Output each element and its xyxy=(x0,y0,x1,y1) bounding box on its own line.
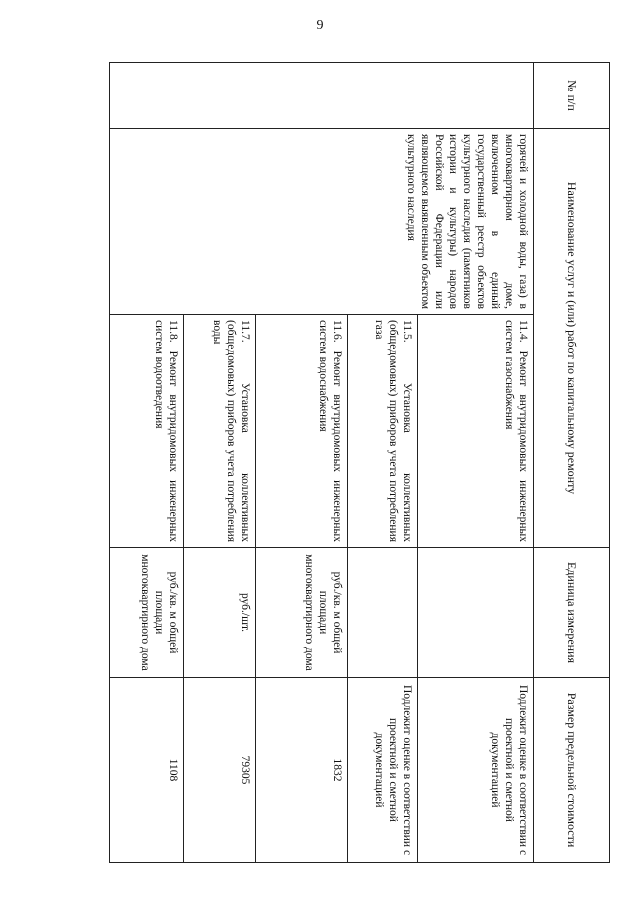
row-number-cell xyxy=(110,63,534,129)
cost-cell: 1108 xyxy=(110,678,184,863)
header-name: Наименование услуг и (или) работ по капитальному ремонту xyxy=(534,129,610,548)
work-name-cell: 11.4. Ремонт внутридомовых инженерных систем газоснабжения xyxy=(418,315,534,548)
work-name-cell: 11.8. Ремонт внутридомовых инженерных систем водоотведения xyxy=(110,315,184,548)
work-name-cell: 11.6. Ремонт внутридомовых инженерных систем водоснабжения xyxy=(256,315,348,548)
rotated-table-container xyxy=(110,62,610,862)
unit-cell xyxy=(348,548,418,678)
cost-cell: 1832 xyxy=(256,678,348,863)
unit-cell: руб./кв. м общей площади многоквартирного дома xyxy=(256,548,348,678)
unit-cell xyxy=(418,548,534,678)
header-num: № п/п xyxy=(534,63,610,129)
cost-cell: Подлежит оценке в соответствии с проектной и сметной документацией xyxy=(418,678,534,863)
cost-cell: Подлежит оценке в соответствии с проектной и сметной документацией xyxy=(348,678,418,863)
unit-cell: руб./кв. м общей площади многоквартирного дома xyxy=(110,548,184,678)
work-name-cell: 11.5. Установка коллективных (общедомовых) приборов учета потребления газа xyxy=(348,315,418,548)
header-unit: Единица измерения xyxy=(534,548,610,678)
category-cell: горячей и холодной воды, газа) в многоквартирном доме, включенном в единый государственный реестр объектов культурного наследия (памятников истории и культуры) народов Российской Федерации или являющемся выявленным объектом культурного наследия xyxy=(110,129,534,315)
header-cost: Размер предельной стоимости xyxy=(534,678,610,863)
page-number: 9 xyxy=(316,18,324,33)
cost-table xyxy=(109,62,610,863)
table-row xyxy=(418,63,534,863)
work-name-cell: 11.7. Установка коллективных (общедомовых) приборов учета потребления воды xyxy=(184,315,256,548)
table-header-row xyxy=(534,63,610,863)
cost-cell: 79305 xyxy=(184,678,256,863)
unit-cell: руб./шт. xyxy=(184,548,256,678)
